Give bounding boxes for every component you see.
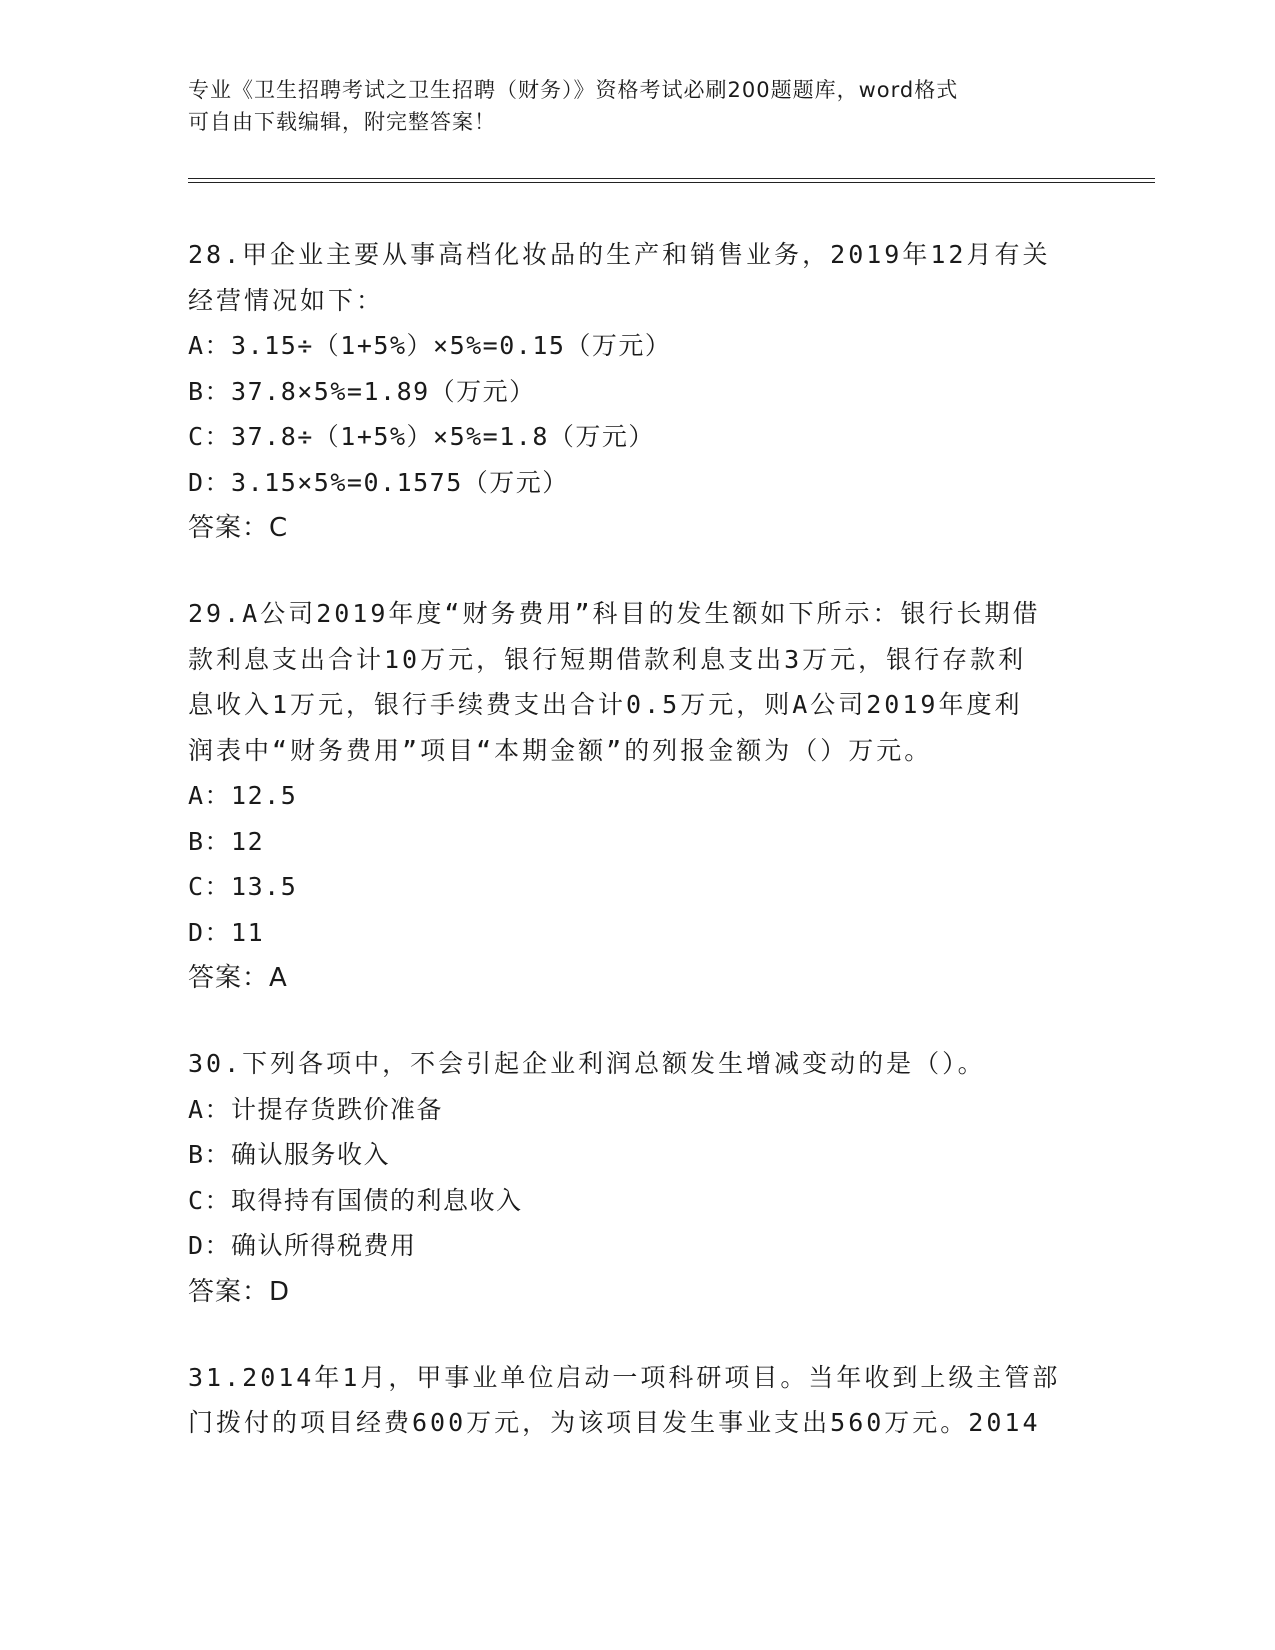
option-a: A：3.15÷（1+5%）×5%=0.15（万元） — [188, 331, 672, 360]
stem-line: 息收入1万元，银行手续费支出合计0.5万元，则A公司2019年度利 — [188, 690, 1023, 719]
option-b: B：12 — [188, 826, 265, 856]
answer-line: 答案：C — [188, 513, 289, 543]
answer-line: 答案：A — [188, 963, 288, 993]
option-c: C：13.5 — [188, 872, 298, 901]
option-b: B：确认服务收入 — [188, 1140, 391, 1169]
option-d: D：确认所得税费用 — [188, 1231, 417, 1260]
question-31 — [188, 1355, 1088, 1446]
stem-line: 门拨付的项目经费600万元，为该项目发生事业支出560万元。2014 — [188, 1408, 1041, 1437]
question-30 — [188, 1041, 1088, 1315]
header-divider-bottom — [188, 182, 1155, 183]
question-28 — [188, 232, 1088, 551]
option-a: A：12.5 — [188, 781, 298, 810]
question-stem — [188, 1355, 1088, 1446]
question-stem — [188, 1041, 1088, 1087]
stem-line: 30.下列各项中，不会引起企业利润总额发生增减变动的是（）。 — [188, 1049, 986, 1078]
option-b: B：37.8×5%=1.89（万元） — [188, 376, 536, 406]
stem-line: 29.A公司2019年度“财务费用”科目的发生额如下所示：银行长期借 — [188, 599, 1041, 628]
stem-line: 款利息支出合计10万元，银行短期借款利息支出3万元，银行存款利 — [188, 644, 1027, 674]
question-stem — [188, 232, 1088, 323]
header-divider-top — [188, 178, 1155, 179]
stem-line: 28.甲企业主要从事高档化妆品的生产和销售业务，2019年12月有关 — [188, 240, 1051, 269]
answer-line: 答案：D — [188, 1276, 291, 1307]
option-c: C：取得持有国债的利息收入 — [188, 1185, 523, 1215]
question-stem — [188, 591, 1088, 773]
stem-line: 经营情况如下： — [188, 285, 385, 315]
option-d: D：11 — [188, 917, 265, 947]
option-a: A：计提存货跌价准备 — [188, 1094, 444, 1124]
option-c: C：37.8÷（1+5%）×5%=1.8（万元） — [188, 422, 655, 451]
question-list — [188, 232, 1088, 1486]
option-d: D：3.15×5%=0.1575（万元） — [188, 467, 569, 497]
header-line-1: 专业《卫生招聘考试之卫生招聘（财务）》资格考试必刷200题题库，word格式 — [188, 78, 959, 102]
document-header — [188, 74, 1088, 138]
stem-line: 润表中“财务费用”项目“本期金额”的列报金额为（）万元。 — [188, 735, 933, 765]
question-29 — [188, 591, 1088, 1001]
header-line-2: 可自由下载编辑，附完整答案！ — [188, 110, 496, 134]
stem-line: 31.2014年1月，甲事业单位启动一项科研项目。当年收到上级主管部 — [188, 1362, 1061, 1392]
